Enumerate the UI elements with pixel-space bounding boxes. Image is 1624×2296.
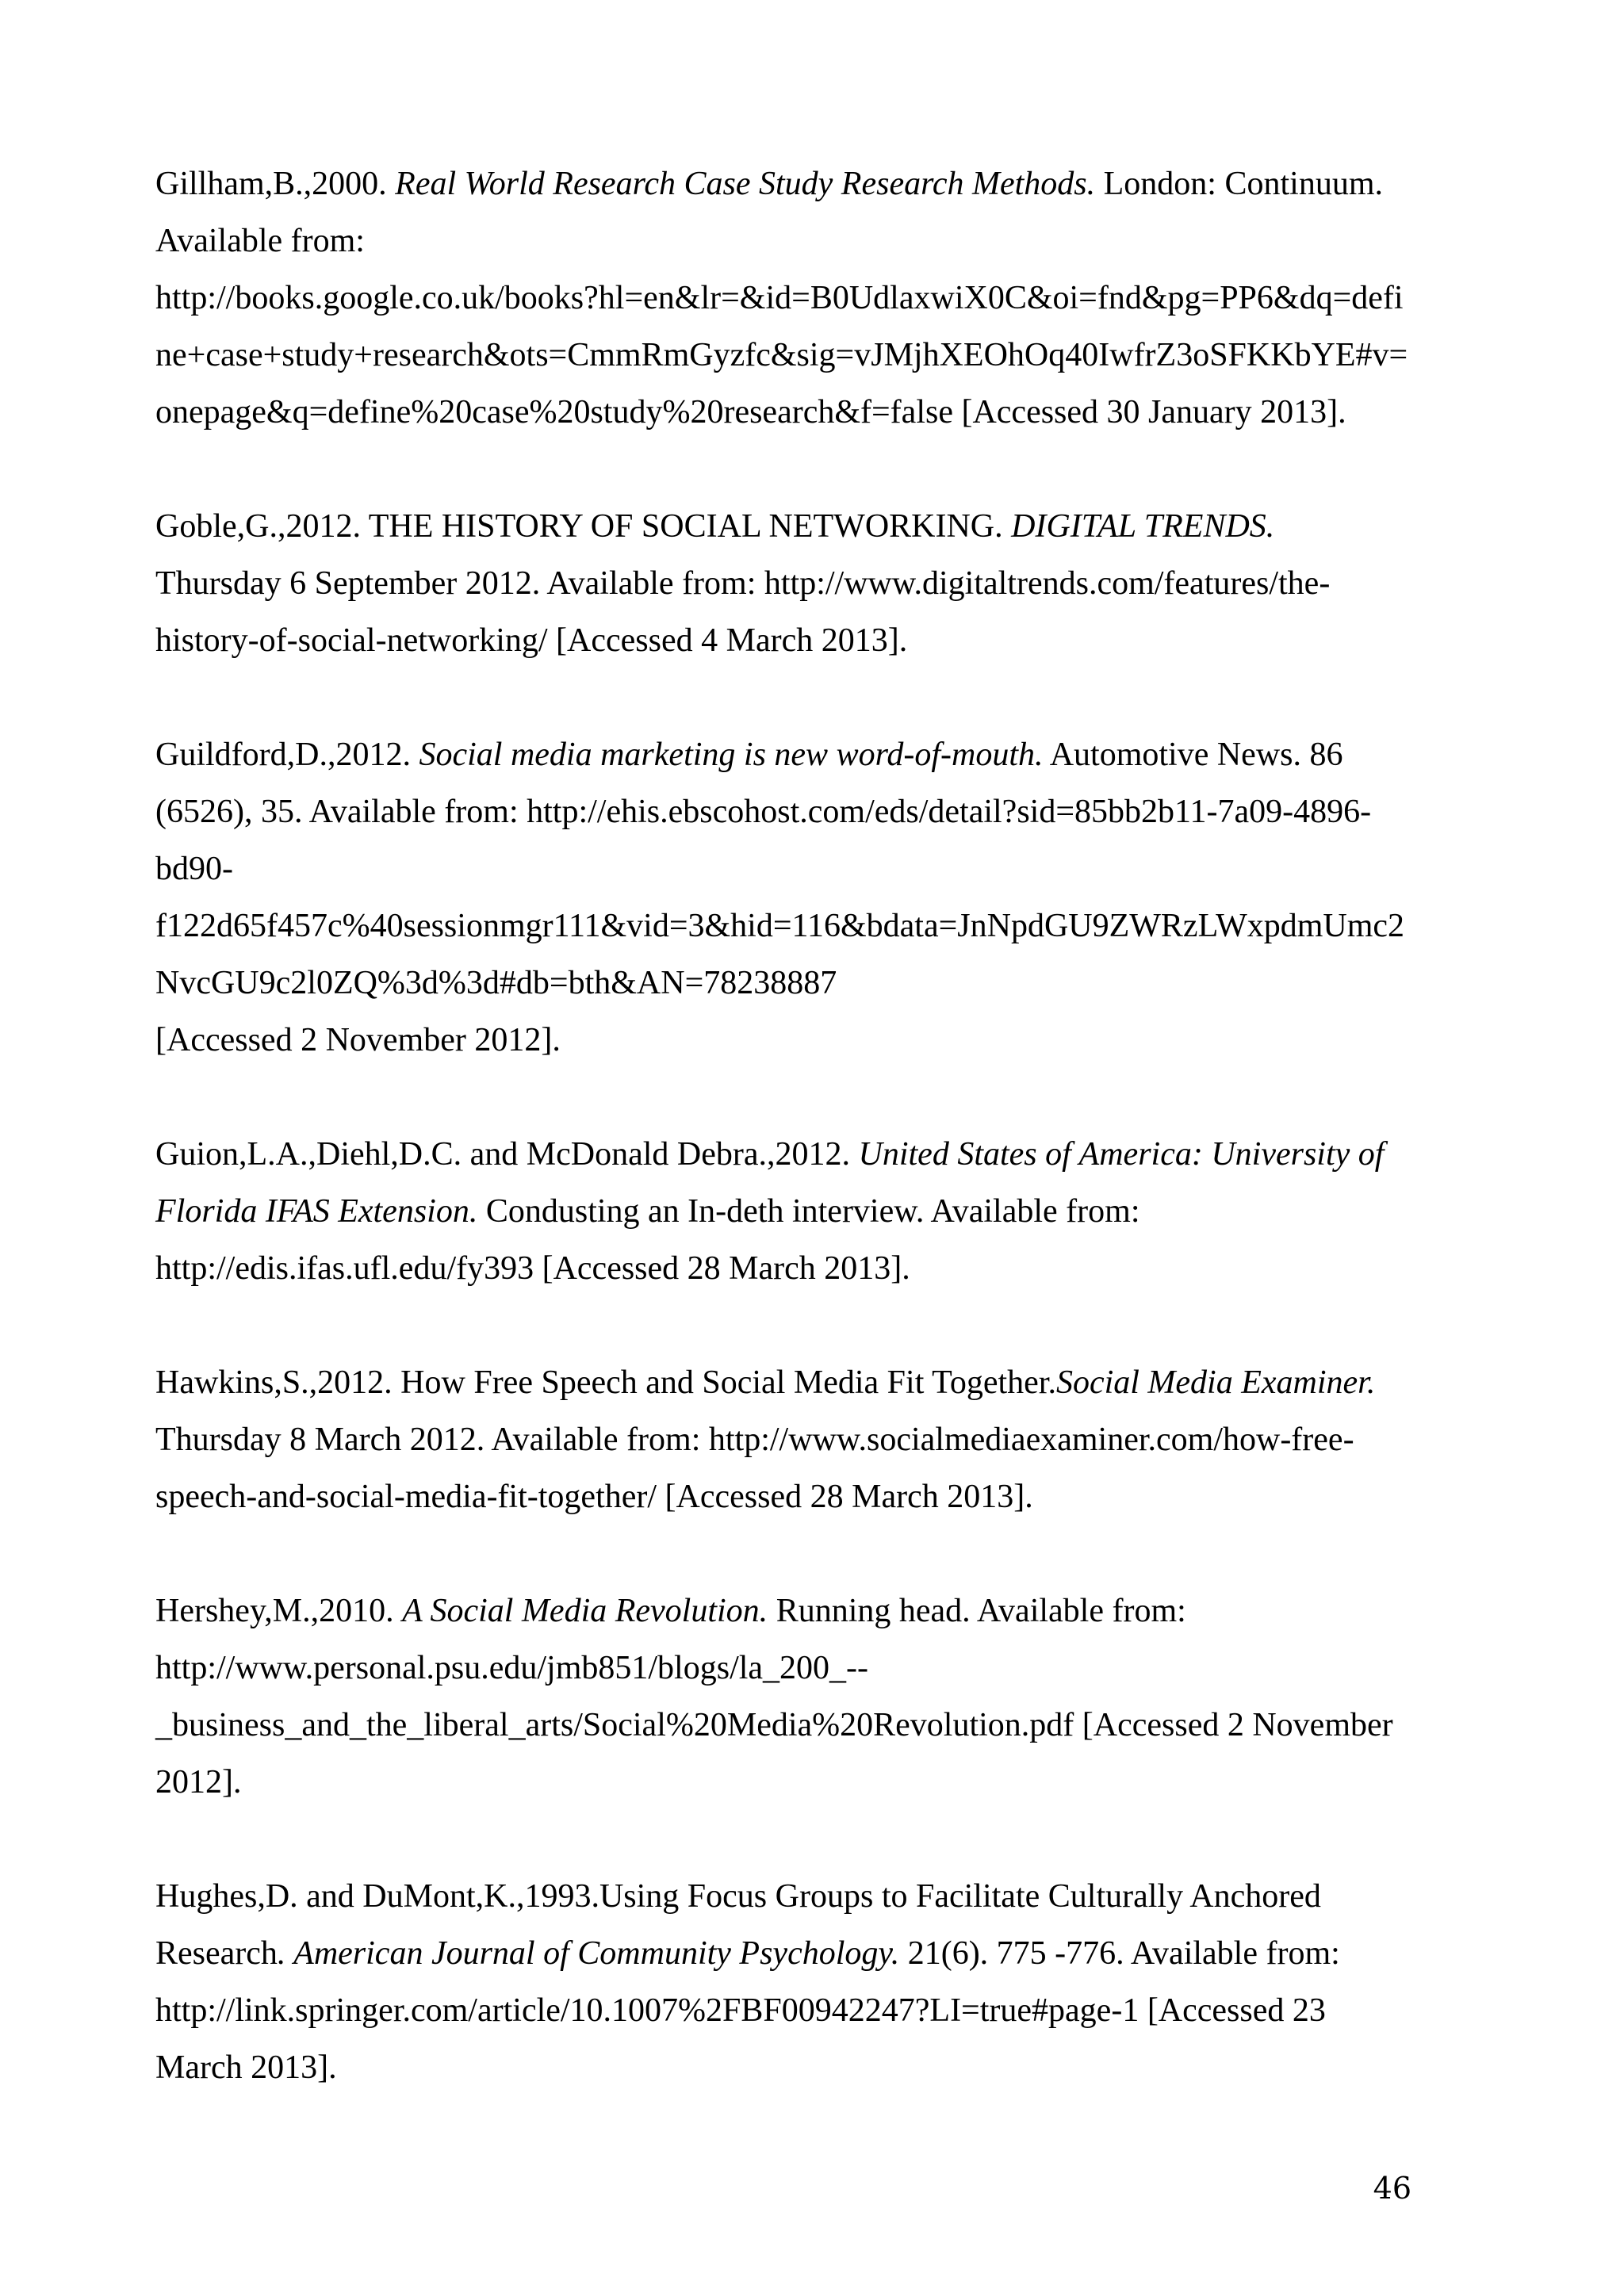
text-segment: London: Continuum.	[1095, 166, 1384, 202]
text-segment: http://edis.ifas.ufl.edu/fy393 [Accessed 28 March 2013].	[155, 1250, 910, 1287]
text-segment: [Accessed 2 November 2012].	[155, 1022, 561, 1058]
reference-line	[155, 1354, 1408, 1411]
text-segment: Thursday 6 September 2012. Available from: http://www.digitaltrends.com/features/the-	[155, 565, 1331, 602]
reference-entry	[155, 1582, 1408, 1811]
italic-text: DIGITAL TRENDS.	[1011, 508, 1275, 545]
text-segment: March 2013].	[155, 2049, 337, 2086]
text-segment: Thursday 8 March 2012. Available from: http://www.socialmediaexaminer.com/how-free-	[155, 1422, 1354, 1458]
text-segment: http://www.personal.psu.edu/jmb851/blogs/la_200_--	[155, 1650, 869, 1686]
text-segment: Automotive News. 86	[1043, 737, 1343, 773]
text-segment: f122d65f457c%40sessionmgr111&vid=3&hid=116&bdata=JnNpdGU9ZWRzLWxpdmUmc2	[155, 908, 1405, 944]
reference-entry	[155, 498, 1408, 669]
text-segment: http://books.google.co.uk/books?hl=en&lr=&id=B0UdlaxwiX0C&oi=fnd&pg=PP6&dq=defi	[155, 280, 1404, 316]
text-segment: 21(6). 775 -776. Available from:	[899, 1935, 1340, 1972]
reference-line	[155, 1868, 1408, 1925]
reference-line	[155, 1126, 1408, 1183]
text-segment: Available from:	[155, 223, 365, 259]
reference-line	[155, 555, 1408, 612]
reference-entry	[155, 1126, 1408, 1297]
italic-text: A Social Media Revolution.	[402, 1593, 768, 1629]
text-segment: onepage&q=define%20case%20study%20research&f=false [Accessed 30 January 2013].	[155, 394, 1346, 430]
text-segment: Goble,G.,2012. THE HISTORY OF SOCIAL NETWORKING.	[155, 508, 1012, 545]
text-segment: Guildford,D.,2012.	[155, 737, 419, 773]
reference-line	[155, 327, 1408, 384]
reference-line	[155, 955, 1408, 1012]
italic-text: Social Media Examiner.	[1055, 1364, 1376, 1401]
reference-line	[155, 1183, 1408, 1240]
reference-line	[155, 783, 1408, 840]
reference-entry	[155, 1354, 1408, 1525]
reference-line	[155, 1582, 1408, 1640]
reference-line	[155, 1012, 1408, 1069]
reference-line	[155, 612, 1408, 669]
reference-line	[155, 1468, 1408, 1525]
text-segment: http://link.springer.com/article/10.1007%2FBF00942247?LI=true#page-1 [Accessed 23	[155, 1992, 1326, 2029]
italic-text: . American Journal of Community Psychology.	[277, 1935, 900, 1972]
text-segment: speech-and-social-media-fit-together/ [Accessed 28 March 2013].	[155, 1479, 1033, 1515]
reference-line	[155, 726, 1408, 783]
reference-line	[155, 212, 1408, 270]
text-segment: history-of-social-networking/ [Accessed 4 March 2013].	[155, 622, 908, 659]
text-segment: Hawkins,S.,2012. How Free Speech and Social Media Fit Together.	[155, 1364, 1056, 1401]
text-segment: Research	[155, 1935, 278, 1972]
text-segment: ne+case+study+research&ots=CmmRmGyzfc&sig=vJMjhXEOhOq40IwfrZ3oSFKKbYE#v=	[155, 337, 1408, 373]
reference-entry	[155, 726, 1408, 1069]
italic-text: Social media marketing is new word-of-mouth.	[419, 737, 1044, 773]
reference-line	[155, 1240, 1408, 1297]
text-segment: Gillham,B.,2000.	[155, 166, 396, 202]
text-segment: Hughes,D. and DuMont,K.,1993.Using Focus Groups to Facilitate Culturally Anchored	[155, 1878, 1321, 1915]
reference-line	[155, 1982, 1408, 2039]
reference-line	[155, 1754, 1408, 1811]
text-segment: (6526), 35. Available from: http://ehis.ebscohost.com/eds/detail?sid=85bb2b11-7a09-4896-	[155, 794, 1372, 830]
italic-text: Florida IFAS Extension.	[155, 1193, 478, 1230]
text-segment: NvcGU9c2l0ZQ%3d%3d#db=bth&AN=78238887	[155, 965, 837, 1001]
reference-entry	[155, 155, 1408, 441]
reference-line	[155, 840, 1408, 897]
reference-line	[155, 1640, 1408, 1697]
page-number: 46	[1373, 2171, 1411, 2206]
text-segment: Guion,L.A.,Diehl,D.C. and McDonald Debra.,2012.	[155, 1136, 859, 1173]
text-segment: _business_and_the_liberal_arts/Social%20Media%20Revolution.pdf [Accessed 2 November	[155, 1707, 1393, 1743]
reference-line	[155, 1411, 1408, 1468]
reference-line	[155, 155, 1408, 212]
reference-line	[155, 270, 1408, 327]
italic-text: United States of America: University of	[858, 1136, 1385, 1173]
reference-line	[155, 498, 1408, 555]
reference-entry	[155, 1868, 1408, 2096]
reference-line	[155, 897, 1408, 955]
text-segment: bd90-	[155, 851, 233, 887]
text-segment: 2012].	[155, 1764, 242, 1800]
text-segment: Hershey,M.,2010.	[155, 1593, 403, 1629]
reference-line	[155, 2039, 1408, 2096]
text-segment: Running head. Available from:	[768, 1593, 1186, 1629]
reference-line	[155, 1925, 1408, 1982]
reference-line	[155, 1697, 1408, 1754]
reference-line	[155, 384, 1408, 441]
text-segment: Condusting an In-deth interview. Available from:	[477, 1193, 1140, 1230]
italic-text: Real World Research Case Study Research Methods.	[395, 166, 1096, 202]
